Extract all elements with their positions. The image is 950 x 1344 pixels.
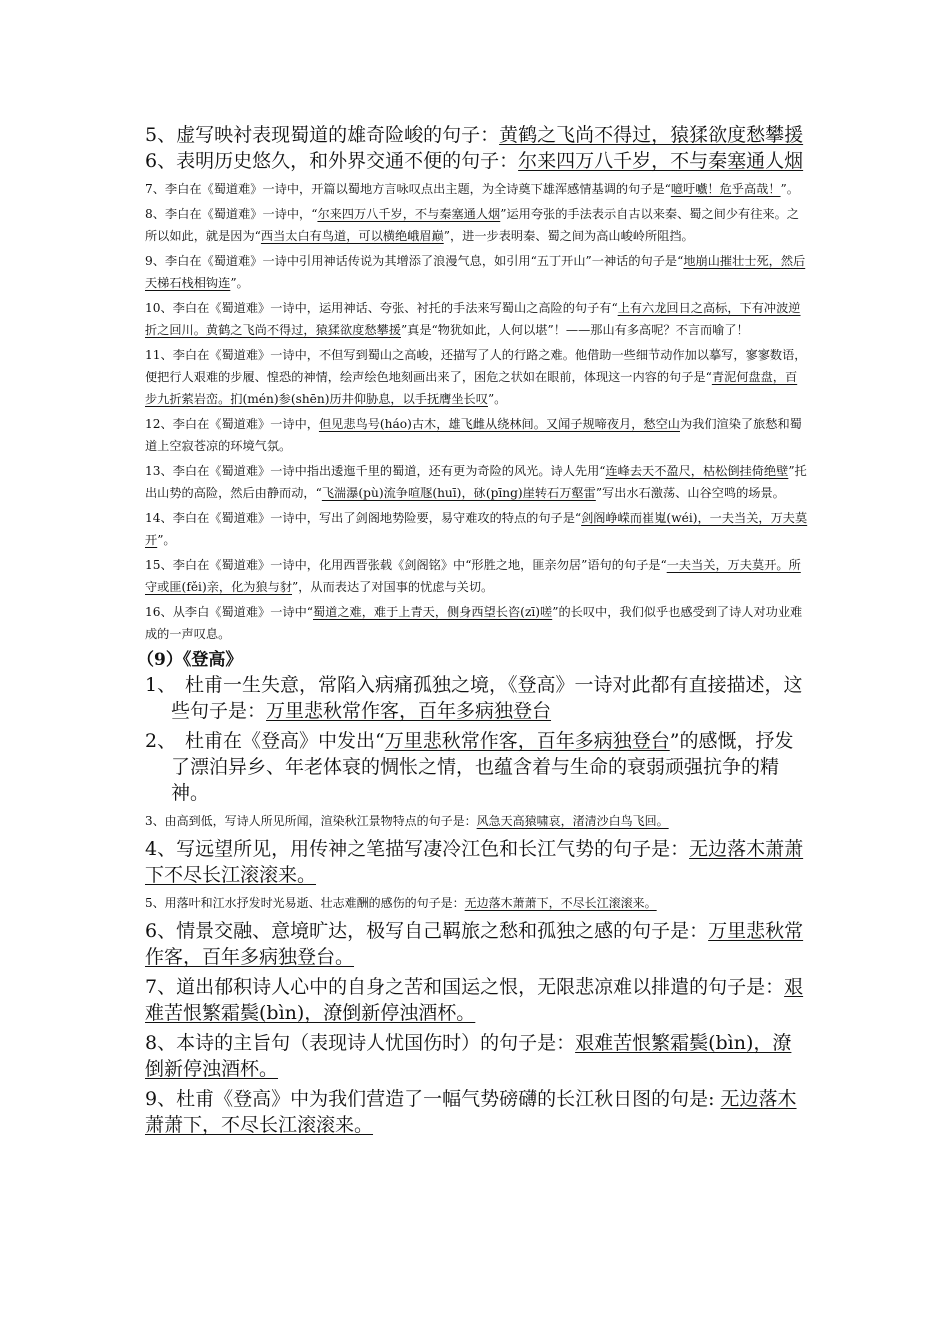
question-text: 9、李白在《蜀道难》一诗中引用神话传说为其增添了浪漫气息，如引用“五丁开山”一神话的句子是“ bbox=[145, 254, 684, 268]
question-text: 7、李白在《蜀道难》一诗中，开篇以蜀地方言咏叹点出主题，为全诗奠下雄浑感情基调的句子是“ bbox=[145, 182, 671, 196]
question-text: 为我们渲染了旅愁和蜀道上空寂苍凉的环境气氛。 bbox=[145, 417, 802, 453]
answer-text: 尔来四万八千岁，不与秦塞通人烟 bbox=[317, 207, 501, 221]
dg-question-6 bbox=[145, 918, 809, 970]
question-text: 7、道出郁积诗人心中的自身之苦和国运之恨，无限悲凉难以排遣的句子是： bbox=[145, 976, 785, 998]
question-10 bbox=[145, 297, 809, 341]
question-text: 4、写远望所见，用传神之笔描写凄冷江色和长江气势的句子是： bbox=[145, 838, 690, 860]
answer-text: 尔来四万八千岁，不与秦塞通人烟 bbox=[518, 150, 804, 172]
answer-text: 连峰去天不盈尺，枯松倒挂倚绝壁 bbox=[605, 464, 789, 478]
question-text: 5、虚写映衬表现蜀道的雄奇险峻的句子： bbox=[145, 124, 500, 146]
answer-text: 西当太白有鸟道，可以横绝峨眉巅 bbox=[260, 229, 444, 243]
question-13 bbox=[145, 460, 809, 504]
question-text: 13、李白在《蜀道难》一诗中指出逶迤千里的蜀道，还有更为奇险的风光。诗人先用“ bbox=[145, 464, 606, 478]
question-text: ”。 bbox=[157, 533, 176, 547]
answer-text: 地崩山摧壮士死，然后天梯石栈相钩连 bbox=[145, 254, 806, 290]
answer-text: 艰难苦恨繁霜鬓(bìn)，潦倒新停浊酒杯。 bbox=[145, 976, 804, 1024]
question-text: 12、李白在《蜀道难》一诗中， bbox=[145, 417, 319, 431]
question-text: ”。 bbox=[230, 276, 249, 290]
question-text: ”真是“物犹如此，人何以堪”！——那山有多高呢？不言而喻了！ bbox=[400, 323, 749, 337]
question-11 bbox=[145, 344, 809, 410]
question-text: ”，从而表达了对国事的忧虑与关切。 bbox=[292, 580, 494, 594]
question-text: 16、从李白《蜀道难》一诗中“ bbox=[145, 605, 313, 619]
question-text: ”。 bbox=[487, 392, 507, 406]
question-text: 10、李白在《蜀道难》一诗中，运用神话、夸张、衬托的手法来写蜀山之高险的句子有“ bbox=[145, 301, 618, 315]
question-text: 11、李白在《蜀道难》一诗中，不但写到蜀山之高峻，还描写了人的行路之难。他借助一些细节动作加以摹写，寥寥数语，便把行人艰难的步履、惶恐的神情，绘声绘色地刻画出来了，困危之状如在眼前，体现这一内容的句子是“ bbox=[145, 348, 807, 384]
question-text: 9、杜甫《登高》中为我们营造了一幅气势磅礴的长江秋日图的句是: bbox=[145, 1088, 721, 1110]
answer-text: 风急天高猿啸哀，渚清沙白鸟飞回。 bbox=[476, 814, 669, 828]
question-12 bbox=[145, 413, 809, 457]
question-text: 杜甫在《登高》中发出“ bbox=[185, 730, 385, 752]
answer-text: 万里悲秋常作客，百年多病独登台 bbox=[266, 700, 552, 722]
document-page bbox=[137, 122, 809, 1142]
question-text: 6、情景交融、意境旷达，极写自己羁旅之愁和孤独之感的句子是： bbox=[145, 920, 709, 942]
dg-question-2 bbox=[145, 728, 809, 806]
question-text: 15、李白在《蜀道难》一诗中，化用西晋张载《剑阁铭》中“形胜之地，匪亲勿居”语句的句子是“ bbox=[145, 558, 667, 572]
dg-question-8 bbox=[145, 1030, 809, 1082]
question-text: 8、本诗的主旨句（表现诗人忧国伤时）的句子是： bbox=[145, 1032, 576, 1054]
question-text: 杜甫一生失意，常陷入病痛孤独之境，《登高》一诗对此都有直接描述，这些句子是： bbox=[171, 674, 803, 722]
answer-text: 万里悲秋常作客，百年多病独登台。 bbox=[145, 920, 804, 968]
question-text: 5、用落叶和江水抒发时光易逝、壮志难酬的感伤的句子是： bbox=[145, 896, 465, 910]
answer-text: 剑阁峥嵘而崔嵬(wéi)，一夫当关，万夫莫开 bbox=[145, 511, 808, 547]
section-title: （9）《登高》 bbox=[137, 650, 243, 670]
answer-text: 上有六龙回日之高标，下有冲波逆折之回川。黄鹤之飞尚不得过，猿猱欲度愁攀援 bbox=[145, 301, 801, 337]
question-text: ”的长叹中，我们似乎也感受到了诗人对功业难成的一声叹息。 bbox=[145, 605, 803, 641]
dg-question-9 bbox=[145, 1086, 809, 1138]
answer-text: 但见悲鸟号(háo)古木，雄飞雌从绕林间。又闻子规啼夜月，愁空山 bbox=[318, 417, 680, 431]
question-9 bbox=[145, 250, 809, 294]
question-number: 1、 bbox=[145, 674, 177, 696]
question-text: ”。 bbox=[780, 182, 799, 196]
answer-text: 蜀道之难，难于上青天，侧身西望长咨(zī)嗟 bbox=[313, 605, 553, 619]
answer-text: 青泥何盘盘，百步九折萦岩峦。扪(mén)参(shēn)历井仰胁息，以手抚膺坐长叹 bbox=[145, 370, 798, 406]
question-5 bbox=[145, 122, 809, 148]
dg-question-5 bbox=[145, 892, 809, 914]
question-text: ”托出山势的高险，然后由静而动，“ bbox=[145, 464, 807, 500]
dg-question-3 bbox=[145, 810, 809, 832]
question-text: 3、由高到低，写诗人所见所闻，渲染秋江景物特点的句子是： bbox=[145, 814, 477, 828]
question-text: ”的感慨，抒发了漂泊异乡、年老体衰的惆怅之情，也蕴含着与生命的衰弱顽强抗争的精神。 bbox=[171, 730, 794, 804]
question-text: ”，进一步表明秦、蜀之间为高山峻岭所阻挡。 bbox=[443, 229, 694, 243]
answer-text: 噫吁嚱！危乎高哉！ bbox=[670, 182, 781, 196]
question-text: 8、李白在《蜀道难》一诗中，“ bbox=[145, 207, 318, 221]
question-15 bbox=[145, 554, 809, 598]
answer-text: 黄鹤之飞尚不得过，猿猱欲度愁攀援 bbox=[499, 124, 804, 146]
question-7 bbox=[145, 178, 809, 200]
question-number: 2、 bbox=[145, 730, 177, 752]
answer-text: 无边落木萧萧下，不尽长江滚滚来。 bbox=[464, 896, 657, 910]
answer-text: 一夫当关，万夫莫开。所守或匪(fěi)亲，化为狼与豺 bbox=[145, 558, 801, 594]
question-6 bbox=[145, 148, 809, 174]
answer-text: 艰难苦恨繁霜鬓(bìn)，潦倒新停浊酒杯。 bbox=[145, 1032, 792, 1080]
dg-question-4 bbox=[145, 836, 809, 888]
dg-question-7 bbox=[145, 974, 809, 1026]
answer-text: 万里悲秋常作客，百年多病独登台 bbox=[384, 730, 670, 752]
dg-question-1 bbox=[145, 672, 809, 724]
question-text: 6、表明历史悠久，和外界交通不便的句子： bbox=[145, 150, 519, 172]
answer-text: 无边落木萧萧下不尽长江滚滚来。 bbox=[145, 838, 804, 886]
question-text: 14、李白在《蜀道难》一诗中，写出了剑阁地势险要，易守难攻的特点的句子是“ bbox=[145, 511, 582, 525]
answer-text: 无边落木萧萧下，不尽长江滚滚来。 bbox=[145, 1088, 797, 1136]
question-8 bbox=[145, 203, 809, 247]
question-14 bbox=[145, 507, 809, 551]
question-text: ”运用夸张的手法表示自古以来秦、蜀之间少有往来。之所以如此，就是因为“ bbox=[145, 207, 799, 243]
question-text: ”写出水石激荡、山谷空鸣的场景。 bbox=[595, 486, 785, 500]
answer-text: 飞湍瀑(pù)流争喧豗(huī)，砯(pīng)崖转石万壑雷 bbox=[321, 486, 596, 500]
question-16 bbox=[145, 601, 809, 645]
